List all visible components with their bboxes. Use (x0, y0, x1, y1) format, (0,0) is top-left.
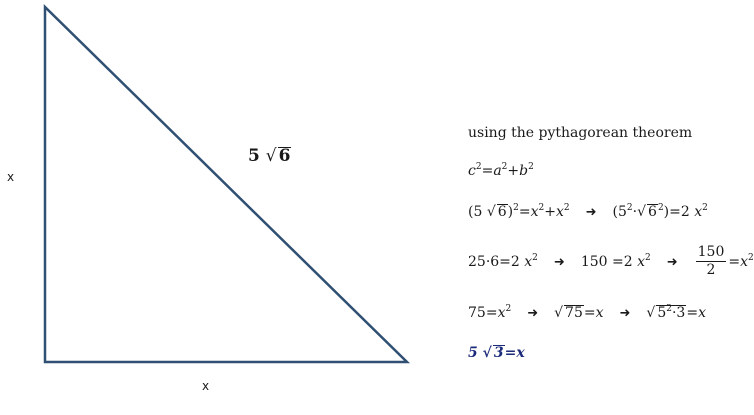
right-triangle (45, 7, 407, 362)
radical-sign: √ (265, 146, 277, 166)
equation-line-4 (468, 305, 706, 321)
equation-4c: √ $5^2\cdot 3=x$ (646, 304, 706, 321)
equation-2b: ($5^2\cdot√$ $6^2)=2$ $x^2$ (612, 203, 708, 220)
equation-2a: (5 √ $6)^2=x^2+x^2$ (468, 203, 570, 220)
left-side-label: x (7, 170, 15, 184)
arrow-icon: ➜ (619, 306, 631, 321)
equation-3a: 25·6=2 $x^2$ (468, 252, 538, 270)
equation-line-2 (468, 204, 708, 220)
equation-4a: $75=x^2$ (468, 304, 512, 321)
arrow-icon: ➜ (527, 306, 539, 321)
equation-3b: 150 =2 $x^2$ (580, 252, 651, 270)
hypotenuse-radicand: 6 (278, 146, 291, 166)
bottom-side-label: x (202, 379, 210, 393)
arrow-icon: ➜ (585, 205, 597, 220)
equation-line-3 (468, 244, 754, 279)
fraction: $\frac{150}{2}$ (697, 244, 725, 278)
equation-4b: √ 75=x (554, 305, 604, 321)
arrow-icon: ➜ (553, 254, 565, 270)
hypotenuse-label (248, 146, 291, 166)
pythagorean-formula: $c^2=a^2+b^2$ (468, 162, 534, 179)
hypotenuse-coefficient: 5 (248, 146, 260, 166)
solution-heading: using the pythagorean theorem (468, 125, 693, 141)
arrow-icon: ➜ (666, 254, 678, 270)
final-answer: 5 √ 3=x (468, 345, 525, 361)
equation-3c: $\frac{150}{2}$ $=x^2$ (697, 244, 754, 278)
